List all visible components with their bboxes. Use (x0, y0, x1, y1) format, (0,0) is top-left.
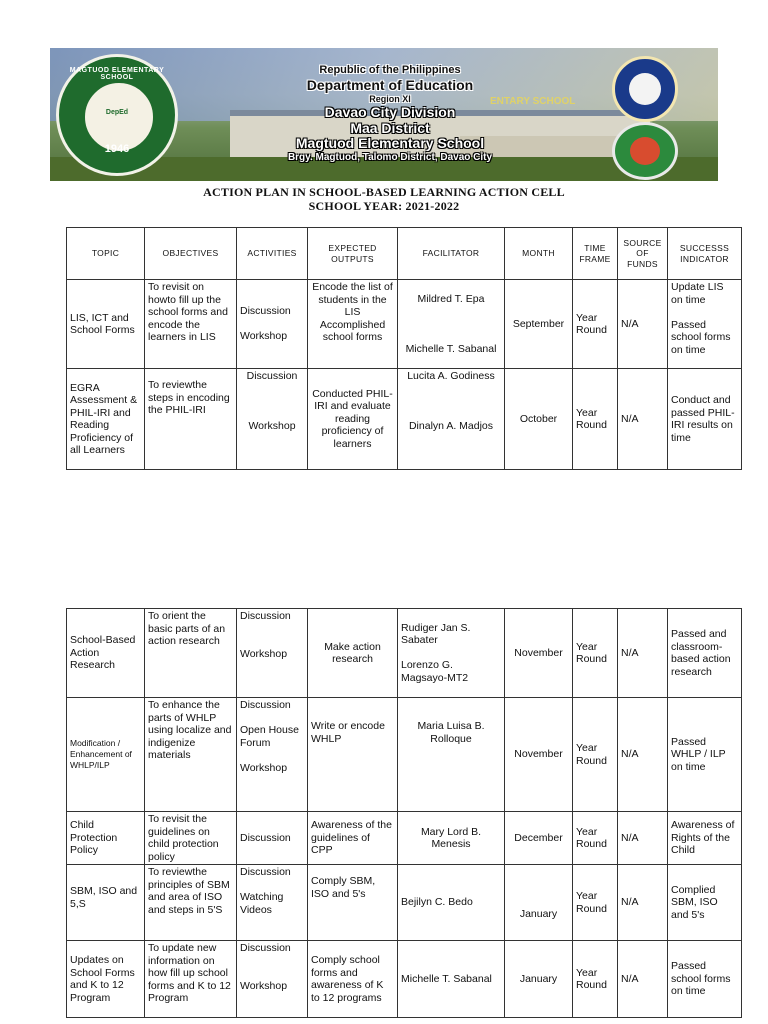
cell-facilitator: Rudiger Jan S. Sabater Lorenzo G. Magsayo-MT2 (398, 609, 505, 698)
cell-funds: N/A (618, 941, 668, 1018)
cell-facilitator: Michelle T. Sabanal (398, 941, 505, 1018)
seal-year: 1946 (104, 143, 130, 155)
cell-time-frame: Year Round (573, 280, 618, 369)
cell-objectives: To update new information on how fill up school forms and K to 12 Program (145, 941, 237, 1018)
col-header-facilitator: FACILITATOR (398, 228, 505, 280)
header-deped: Department of Education (306, 77, 474, 93)
action-plan-table (66, 227, 742, 470)
cell-objectives: To reviewthe steps in encoding the PHIL-IRI (145, 369, 237, 470)
cell-month: January (505, 941, 573, 1018)
division-seal-logo (612, 122, 678, 180)
cell-facilitator: Mary Lord B. Menesis (398, 812, 505, 865)
cell-outputs: Comply school forms and awareness of K to 12 programs (308, 941, 398, 1018)
header-region: Region XI (369, 94, 411, 104)
cell-outputs: Encode the list of students in the LIS Accomplished school forms (308, 280, 398, 369)
cell-objectives: To reviewthe principles of SBM and area of ISO and steps in 5'S (145, 865, 237, 941)
table-row (67, 698, 742, 812)
cell-objectives: To revisit on howto fill up the school forms and encode the learners in LIS (145, 280, 237, 369)
cell-month: September (505, 280, 573, 369)
cell-topic: EGRA Assessment & PHIL-IRI and Reading Proficiency of all Learners (67, 369, 145, 470)
document-subtitle: SCHOOL YEAR: 2021-2022 (308, 199, 460, 213)
table-header-row (67, 228, 742, 280)
col-header-funds: SOURCE OF FUNDS (618, 228, 668, 280)
cell-funds: N/A (618, 865, 668, 941)
table-row (67, 280, 742, 369)
school-seal-logo (56, 54, 178, 176)
cell-activities: Discussion Watching Videos (237, 865, 308, 941)
cell-objectives: To orient the basic parts of an action research (145, 609, 237, 698)
cell-activities: Discussion Workshop (237, 941, 308, 1018)
cell-time-frame: Year Round (573, 698, 618, 812)
cell-facilitator: Mildred T. Epa Michelle T. Sabanal (398, 280, 505, 369)
cell-indicator: Conduct and passed PHIL-IRI results on time (668, 369, 742, 470)
cell-month: January (505, 865, 573, 941)
cell-activities: Discussion Workshop (237, 369, 308, 470)
col-header-activities: ACTIVITIES (237, 228, 308, 280)
cell-topic: LIS, ICT and School Forms (67, 280, 145, 369)
cell-indicator: Passed and classroom-based action research (668, 609, 742, 698)
cell-outputs: Make action research (308, 609, 398, 698)
cell-activities: Discussion (237, 812, 308, 865)
cell-month: October (505, 369, 573, 470)
cell-activities: Discussion Workshop (237, 609, 308, 698)
cell-outputs: Conducted PHIL-IRI and evaluate reading proficiency of learners (308, 369, 398, 470)
header-address: Brgy. Magtuod, Talomo District, Davao City (287, 152, 493, 163)
cell-outputs: Write or encode WHLP (308, 698, 398, 812)
col-header-topic: TOPIC (67, 228, 145, 280)
cell-time-frame: Year Round (573, 941, 618, 1018)
cell-topic: Child Protection Policy (67, 812, 145, 865)
cell-activities: Discussion Workshop (237, 280, 308, 369)
header-school-name: Magtuod Elementary School (295, 135, 485, 151)
action-plan-table-continued (66, 608, 742, 1018)
cell-objectives: To enhance the parts of WHLP using localize and indigenize materials (145, 698, 237, 812)
cell-facilitator: Lucita A. Godiness Dinalyn A. Madjos (398, 369, 505, 470)
seal-center-text: DepEd (105, 109, 129, 116)
seal-ring-text: MAGTUOD ELEMENTARY SCHOOL (69, 67, 165, 81)
cell-objectives: To revisit the guidelines on child protection policy (145, 812, 237, 865)
cell-topic: Modification / Enhancement of WHLP/ILP (67, 698, 145, 812)
header-banner (50, 48, 718, 181)
header-republic: Republic of the Philippines (319, 64, 461, 76)
cell-topic: SBM, ISO and 5,S (67, 865, 145, 941)
cell-time-frame: Year Round (573, 812, 618, 865)
cell-funds: N/A (618, 609, 668, 698)
document-title: ACTION PLAN IN SCHOOL-BASED LEARNING ACTION CELL (203, 185, 565, 199)
col-header-objectives: OBJECTIVES (145, 228, 237, 280)
cell-month: November (505, 609, 573, 698)
cell-time-frame: Year Round (573, 369, 618, 470)
cell-indicator: Passed school forms on time (668, 941, 742, 1018)
cell-topic: Updates on School Forms and K to 12 Program (67, 941, 145, 1018)
cell-indicator: Complied SBM, ISO and 5's (668, 865, 742, 941)
cell-funds: N/A (618, 812, 668, 865)
table-row (67, 812, 742, 865)
cell-outputs: Awareness of the guidelines of CPP (308, 812, 398, 865)
header-district: Maa District (350, 120, 430, 136)
cell-month: November (505, 698, 573, 812)
cell-outputs: Comply SBM, ISO and 5's (308, 865, 398, 941)
building-sign-text: ENTARY SCHOOL (490, 96, 576, 107)
cell-funds: N/A (618, 280, 668, 369)
col-header-time-frame: TIME FRAME (573, 228, 618, 280)
cell-indicator: Awareness of Rights of the Child (668, 812, 742, 865)
col-header-indicator: SUCCESSS INDICATOR (668, 228, 742, 280)
table-row (67, 941, 742, 1018)
cell-topic: School-Based Action Research (67, 609, 145, 698)
header-division: Davao City Division (324, 104, 456, 120)
table-row (67, 369, 742, 470)
cell-funds: N/A (618, 369, 668, 470)
cell-funds: N/A (618, 698, 668, 812)
table-row (67, 609, 742, 698)
cell-indicator: Passed WHLP / ILP on time (668, 698, 742, 812)
cell-activities: Discussion Open House Forum Workshop (237, 698, 308, 812)
table-row (67, 865, 742, 941)
cell-facilitator: Bejilyn C. Bedo (398, 865, 505, 941)
cell-time-frame: Year Round (573, 609, 618, 698)
cell-facilitator: Maria Luisa B. Rolloque (398, 698, 505, 812)
col-header-month: MONTH (505, 228, 573, 280)
cell-month: December (505, 812, 573, 865)
deped-seal-logo (612, 56, 678, 122)
cell-time-frame: Year Round (573, 865, 618, 941)
cell-indicator: Update LIS on time Passed school forms on time (668, 280, 742, 369)
col-header-outputs: EXPECTED OUTPUTS (308, 228, 398, 280)
